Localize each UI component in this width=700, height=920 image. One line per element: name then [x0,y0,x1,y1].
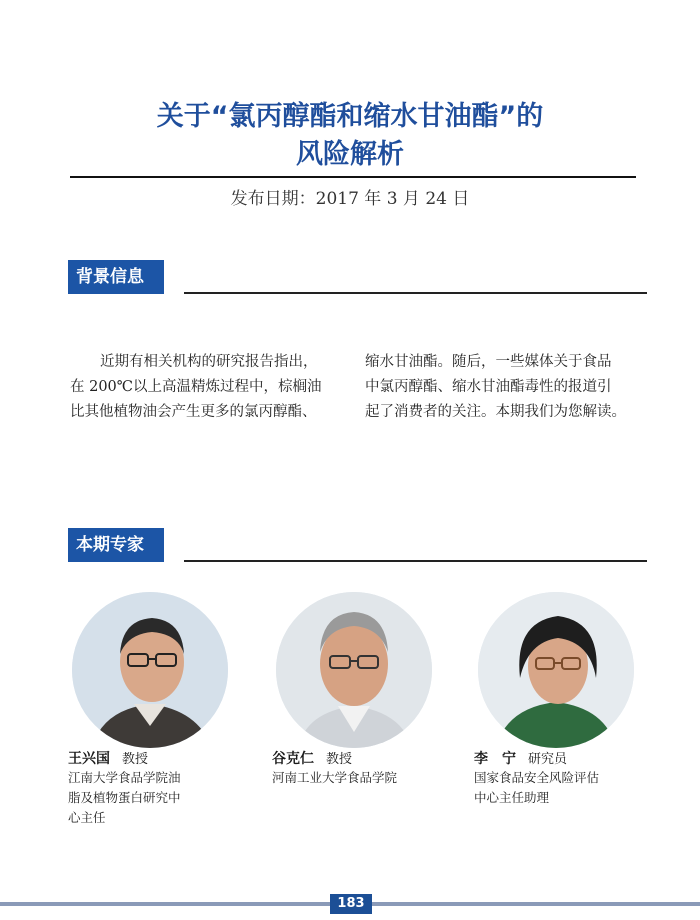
affiliation-line: 江南大学食品学院油 [68,770,181,785]
background-line: 缩水甘油酯。随后，一些媒体关于食品 [365,354,612,370]
affiliation-line: 河南工业大学食品学院 [272,770,398,785]
expert-photo-li [478,592,634,748]
expert-title: 教授 [326,752,353,767]
expert-name: 李 宁 [474,751,516,767]
section-heading-experts: 本期专家 [68,528,156,562]
expert-name: 王兴国 [68,751,110,767]
title-divider [70,176,636,178]
publish-date: 发布日期：2017 年 3 月 24 日 [230,189,470,209]
footer-rule-right [372,902,700,906]
article-title-line-2: 风险解析 [296,139,404,170]
affiliation-line: 中心主任助理 [474,790,550,805]
expert-title: 研究员 [528,752,568,767]
background-line: 近期有相关机构的研究报告指出， [100,354,318,370]
section-divider-background [184,292,647,294]
section-divider-experts [184,560,647,562]
expert-name-line [68,748,258,768]
expert-photo-wang [72,592,228,748]
expert-card [68,592,258,828]
person-portrait-icon [478,592,634,748]
person-portrait-icon [72,592,228,748]
background-line: 在 200℃以上高温精炼过程中，棕榈油 [70,379,322,395]
article-title-line-1: 关于“氯丙醇酯和缩水甘油酯”的 [156,101,544,132]
background-line: 中氯丙醇酯、缩水甘油酯毒性的报道引 [365,379,612,395]
expert-card [272,592,462,788]
page-number: 183 [330,894,372,914]
expert-card [474,592,664,808]
person-portrait-icon [276,592,432,748]
expert-affiliation [68,768,258,828]
expert-affiliation [272,768,462,788]
article-title [60,98,640,174]
footer-rule-left [0,902,330,906]
background-text-column-2 [365,350,655,425]
section-heading-background: 背景信息 [68,260,156,294]
background-line: 比其他植物油会产生更多的氯丙醇酯、 [70,404,317,420]
expert-name-line [272,748,462,768]
expert-name-line [474,748,664,768]
expert-affiliation [474,768,664,808]
background-line: 起了消费者的关注。本期我们为您解读。 [365,404,626,420]
affiliation-line: 脂及植物蛋白研究中 [68,790,181,805]
expert-photo-gu [276,592,432,748]
background-text-column-1 [70,350,360,425]
affiliation-line: 国家食品安全风险评估 [474,770,600,785]
expert-title: 教授 [122,752,149,767]
expert-name: 谷克仁 [272,751,314,767]
affiliation-line: 心主任 [68,810,106,825]
